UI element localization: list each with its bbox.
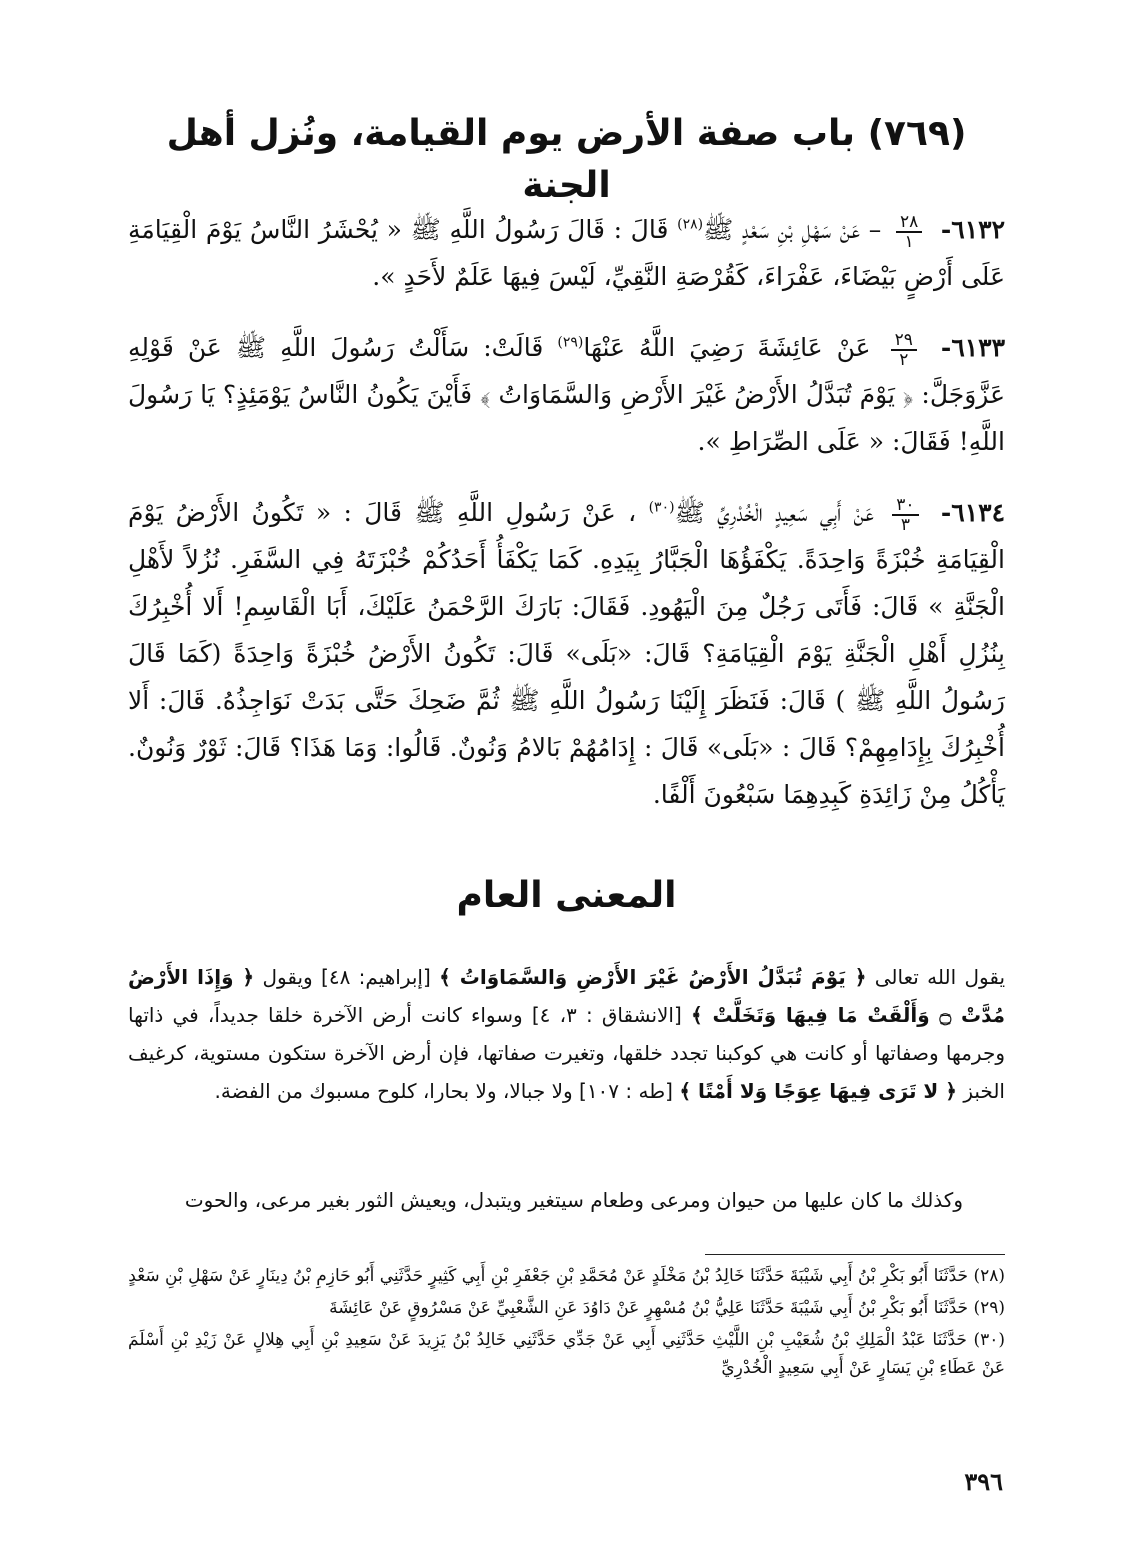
footnote-30: (٣٠) حَدَّثَنَا عَبْدُ الْمَلِكِ بْنُ شُعَيْبِ بْنِ اللَّيْثِ حَدَّثَنِي أَبِي عَنْ جَدِّي حَدَّثَنِي خَالِدُ بْنُ يَزِيدَ عَنْ سَعِيدِ بْنِ أَبِي هِلالٍ عَنْ زَيْدِ بْنِ أَسْلَمَ عَنْ عَطَاءِ بْنِ يَسَارٍ عَنْ أَبِي سَعِيدٍ الْخُدْرِيِّ <box>128 1330 1005 1378</box>
hadith-narrator: – عَنْ سَهْلِ بْنِ سَعْدٍ ﷺ <box>703 215 882 244</box>
hadith-number: ٦١٣٣- <box>940 333 1006 362</box>
hadith-text: قَالَتْ: سَأَلْتُ رَسُولَ اللَّهِ ﷺ عَنْ قَوْلِهِ عَزَّوَجَلَّ: ﴿ يَوْمَ تُبَدَّلُ الأَرْضُ غَيْرَ الأَرْضِ وَالسَّمَاوَاتُ ﴾ فَأَيْنَ يَكُونُ النَّاسُ يَوْمَئِذٍ؟ يَا رَسُولَ اللَّهِ! فَقَالَ: « عَلَى الصِّرَاطِ ». <box>128 333 1005 456</box>
hadith-narrator: عَنْ أَبِي سَعِيدٍ الْخُدْرِيِّ ﷺ <box>674 498 874 527</box>
commentary-text: يقول الله تعالى <box>874 965 1006 989</box>
commentary-paragraph-1 <box>128 958 1005 1110</box>
hadith-6132 <box>128 206 1005 300</box>
quran-verse: ﴿ يَوْمَ تُبَدَّلُ الأَرْضُ غَيْرَ الأَرْضِ وَالسَّمَاوَاتُ ﴾ <box>439 965 867 989</box>
fraction-top: ٢٩ <box>891 331 917 351</box>
hadith-number: ٦١٣٤- <box>940 498 1006 527</box>
footnote-ref: (٢٩) <box>557 334 584 351</box>
hadith-number: ٦١٣٢- <box>940 215 1006 244</box>
fraction-bottom: ٢ <box>899 349 909 370</box>
chapter-title: (٧٦٩) باب صفة الأرض يوم القيامة، ونُزل أهل الجنة <box>166 113 967 206</box>
commentary-text: [إبراهيم: ٤٨] ويقول <box>262 965 431 989</box>
hadith-fraction <box>892 496 918 534</box>
fraction-bottom: ٣ <box>900 514 910 535</box>
fraction-top: ٢٨ <box>896 213 922 233</box>
hadith-narrator: عَنْ عَائِشَةَ رَضِيَ اللَّهُ عَنْهَا <box>583 333 871 362</box>
section-title: المعنى العام <box>456 875 677 916</box>
hadith-text: قَالَ : قَالَ رَسُولُ اللَّهِ ﷺ « يُحْشَرُ النَّاسُ يَوْمَ الْقِيَامَةِ عَلَى أَرْضٍ بَيْضَاءَ، عَفْرَاءَ، كَقُرْصَةِ النَّقِيِّ، لَيْسَ فِيهَا عَلَمٌ لأَحَدٍ ». <box>128 215 1005 291</box>
fraction-top: ٣٠ <box>892 496 918 516</box>
hadith-6134 <box>128 489 1005 818</box>
footnote-28: (٢٨) حَدَّثَنَا أَبُو بَكْرِ بْنُ أَبِي شَيْبَةَ حَدَّثَنَا خَالِدُ بْنُ مَخْلَدٍ عَنْ مُحَمَّدِ بْنِ جَعْفَرِ بْنِ أَبِي كَثِيرٍ حَدَّثَنِي أَبُو حَازِمِ بْنُ دِينَارٍ عَنْ سَهْلِ بْنِ سَعْدٍ <box>128 1266 1005 1286</box>
hadith-fraction <box>891 331 917 369</box>
footnote-29: (٢٩) حَدَّثَنَا أَبُو بَكْرِ بْنُ أَبِي شَيْبَةَ حَدَّثَنَا عَلِيُّ بْنُ مُسْهِرٍ عَنْ دَاوُدَ عَنِ الشَّعْبِيِّ عَنْ مَسْرُوقٍ عَنْ عَائِشَةَ <box>329 1298 1005 1318</box>
footnotes <box>128 1262 1005 1386</box>
quran-verse: ﴿ وَإِذَا الأَرْضُ مُدَّتْ ۝ وَأَلْقَتْ مَا فِيهَا وَتَخَلَّتْ ﴾ <box>128 965 1006 1027</box>
commentary-text: [طه : ١٠٧] ولا جبالا، ولا بحارا، كلوح مسبوك من الفضة. <box>214 1079 673 1103</box>
page-number: ٣٩٦ <box>964 1467 1003 1496</box>
quran-verse: ﴿ لا تَرَى فِيهَا عِوَجًا وَلا أَمْتًا ﴾ <box>679 1079 957 1103</box>
commentary-text: [الانشقاق : ٣، ٤] وسواء كانت أرض الآخرة خلقا جديداً، في ذاتها وجرمها وصفاتها أو كانت هي كوكبنا تجدد خلقها، وتغيرت صفاتها، فإن أرض الآخرة ستكون مستوية، كرغيف الخبز <box>128 1003 1005 1103</box>
hadith-6133 <box>128 324 1005 465</box>
hadith-list <box>128 206 1005 842</box>
hadith-fraction <box>896 213 922 251</box>
footnote-divider <box>705 1254 1005 1255</box>
fraction-bottom: ١ <box>904 231 914 252</box>
commentary-paragraph-2: وكذلك ما كان عليها من حيوان ومرعى وطعام سيتغير ويتبدل، ويعيش الثور بغير مرعى، والحوت <box>184 1188 963 1212</box>
hadith-text: ، عَنْ رَسُولِ اللَّهِ ﷺ قَالَ : « تَكُونُ الأَرْضُ يَوْمَ الْقِيَامَةِ خُبْزَةً وَاحِدَةً. يَكْفَؤُهَا الْجَبَّارُ بِيَدِهِ. كَمَا يَكْفَأُ أَحَدُكُمْ خُبْزَتَهُ فِي السَّفَرِ. نُزُلاً لأَهْلِ الْجَنَّةِ » قَالَ: فَأَتَى رَجُلٌ مِنَ الْيَهُودِ. فَقَالَ: بَارَكَ الرَّحْمَنُ عَلَيْكَ، أَبَا الْقَاسِمِ! أَلا أُخْبِرُكَ بِنُزُلِ أَهْلِ الْجَنَّةِ يَوْمَ الْقِيَامَةِ؟ قَالَ: «بَلَى» قَالَ: تَكُونُ الأَرْضُ خُبْزَةً وَاحِدَةً (كَمَا قَالَ رَسُولُ اللَّهِ ﷺ ) قَالَ: فَنَظَرَ إِلَيْنَا رَسُولُ اللَّهِ ﷺ ثُمَّ ضَحِكَ حَتَّى بَدَتْ نَوَاجِذُهُ. قَالَ: أَلا أُخْبِرُكَ بِإِدَامِهِمْ؟ قَالَ : «بَلَى» قَالَ : إِدَامُهُمْ بَالامُ وَنُونٌ. قَالُوا: وَمَا هَذَا؟ قَالَ: ثَوْرٌ وَنُونٌ. يَأْكُلُ مِنْ زَائِدَةِ كَبِدِهِمَا سَبْعُونَ أَلْفًا. <box>128 498 1005 809</box>
footnote-ref: (٢٨) <box>677 216 704 233</box>
footnote-ref: (٣٠) <box>648 499 675 516</box>
